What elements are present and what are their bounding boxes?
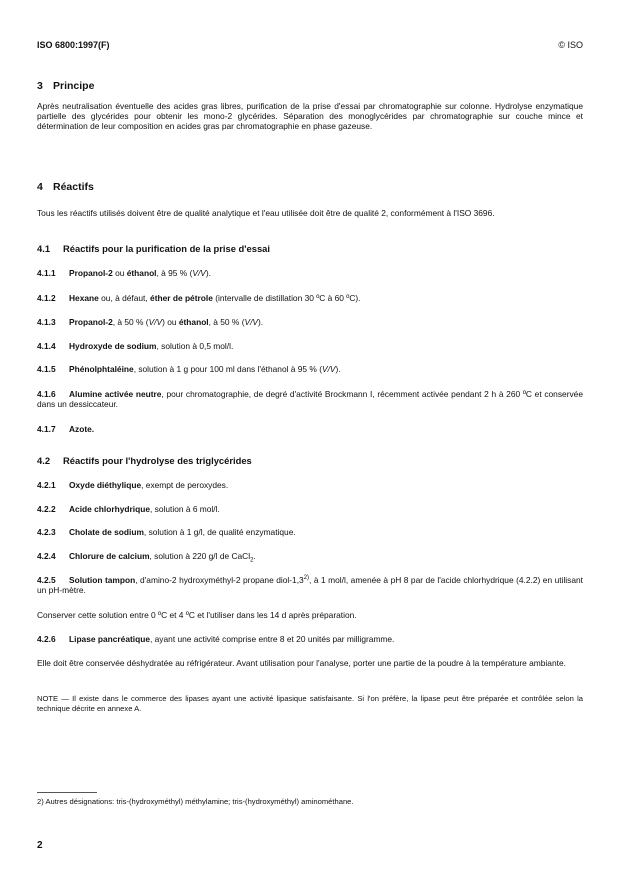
item-4-1-6: 4.1.6 Alumine activée neutre, pour chromatographie, de degré d'activité Brockmann I, récemment activée pendant 2 h à 260 ºC et conservée dans un dessiccateur. xyxy=(37,389,583,410)
item-4-1-7: 4.1.7 Azote. xyxy=(37,424,95,434)
section-3-body: Après neutralisation éventuelle des acides gras libres, purification de la prise d'essai par chromatographie sur colonne. Hydrolyse enzymatique partielle des glycérides pour obtenir les mono-2 glycérides. Séparation des monoglycérides par chromatographie sur couche mince et détermination de leur composition en acides gras par chromatographie en phase gazeuse. xyxy=(37,101,583,132)
section-4-body: Tous les réactifs utilisés doivent être de qualité analytique et l'eau utilisée doit être de qualité 2, conformément à l'ISO 3696. xyxy=(37,208,495,218)
section-3-heading: 3 Principe xyxy=(37,80,95,92)
item-4-2-6: 4.2.6 Lipase pancréatique, ayant une activité comprise entre 8 et 20 unités par milligramme. xyxy=(37,634,395,644)
item-4-1-1: 4.1.1 Propanol-2 ou éthanol, à 95 % (V/V). xyxy=(37,268,211,278)
footnote: 2) Autres désignations: tris-(hydroxyméthyl) méthylamine; tris-(hydroxyméthyl) aminométhane. xyxy=(37,797,354,806)
note: NOTE — Il existe dans le commerce des lipases ayant une activité lipasique satisfaisante. Si l'on préfère, la lipase peut être préparée et contrôlée selon la technique décrite en annexe A. xyxy=(37,694,583,713)
subsection-4-1-heading: 4.1 Réactifs pour la purification de la prise d'essai xyxy=(37,243,270,254)
copyright-mark: © ISO xyxy=(558,40,583,50)
buffer-storage-paragraph: Conserver cette solution entre 0 ºC et 4 ºC et l'utiliser dans les 14 d après préparation. xyxy=(37,610,357,620)
item-4-2-3: 4.2.3 Cholate de sodium, solution à 1 g/l, de qualité enzymatique. xyxy=(37,527,296,537)
item-4-1-2: 4.1.2 Hexane ou, à défaut, éther de pétrole (intervalle de distillation 30 ºC à 60 ºC). xyxy=(37,293,361,303)
footnote-separator xyxy=(37,792,97,793)
item-4-2-4: 4.2.4 Chlorure de calcium, solution à 220 g/l de CaCl$_2$. xyxy=(37,551,256,564)
section-4-heading: 4 Réactifs xyxy=(37,181,94,193)
page-number: 2 xyxy=(37,840,43,851)
footnote-reference[interactable]: 2) xyxy=(303,575,310,582)
subsection-4-2-heading: 4.2 Réactifs pour l'hydrolyse des triglycérides xyxy=(37,455,252,466)
item-4-2-5: 4.2.5 Solution tampon, d'amino-2 hydroxyméthyl-2 propane diol-1,3$^{2)}$, à 1 mol/l, amenée à pH 8 par de l'acide chlorhydrique (4.2.2) en utilisant un pH-mètre. xyxy=(37,575,583,596)
item-4-1-3: 4.1.3 Propanol-2, à 50 % (V/V) ou éthanol, à 50 % (V/V). xyxy=(37,317,264,327)
item-4-2-1: 4.2.1 Oxyde diéthylique, exempt de peroxydes. xyxy=(37,480,229,490)
item-4-2-2: 4.2.2 Acide chlorhydrique, solution à 6 mol/l. xyxy=(37,504,220,514)
standard-reference: ISO 6800:1997(F) xyxy=(37,40,110,50)
lipase-storage-paragraph: Elle doit être conservée déshydratée au réfrigérateur. Avant utilisation pour l'analyse, porter une partie de la poudre à la température ambiante. xyxy=(37,658,566,668)
item-4-1-5: 4.1.5 Phénolphtaléine, solution à 1 g pour 100 ml dans l'éthanol à 95 % (V/V). xyxy=(37,364,341,374)
item-4-1-4: 4.1.4 Hydroxyde de sodium, solution à 0,5 mol/l. xyxy=(37,341,234,351)
